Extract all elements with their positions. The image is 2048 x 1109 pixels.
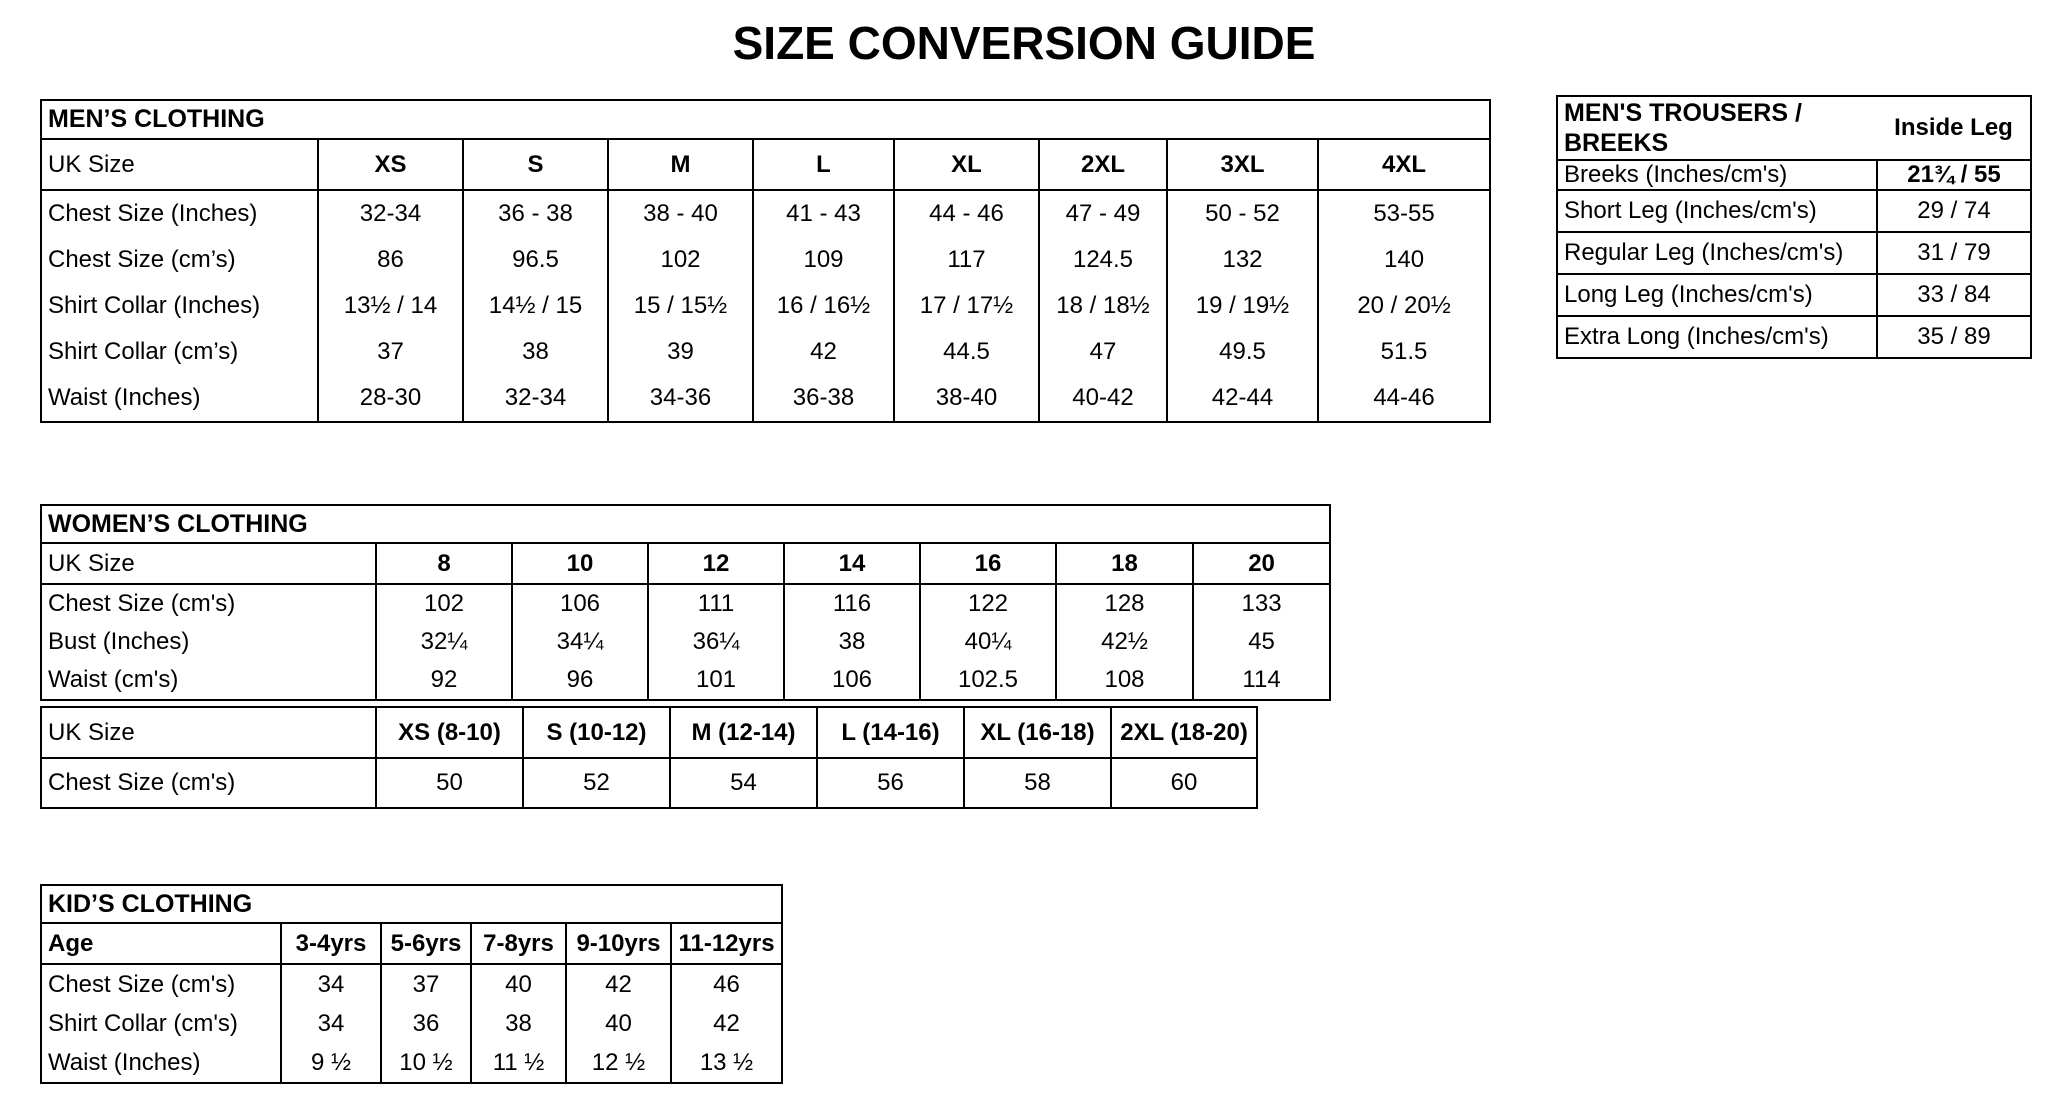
cell-value: 128: [1056, 584, 1193, 623]
size-header: 21¾ / 55: [1877, 160, 2031, 190]
cell-value: 28-30: [318, 375, 463, 422]
size-header: L: [753, 139, 894, 190]
cell-value: 56: [817, 758, 964, 808]
table-row: [41, 707, 1257, 758]
table-row: [41, 375, 1490, 422]
cell-value: 14½ / 15: [463, 283, 608, 329]
cell-value: 46: [671, 964, 782, 1004]
table-row: [41, 1043, 782, 1083]
cell-value: 40-42: [1039, 375, 1167, 422]
row-label: Breeks (Inches/cm's): [1557, 160, 1877, 190]
table-section-title: MEN'S TROUSERS / BREEKS: [1557, 96, 1877, 160]
table-row: [1557, 232, 2031, 274]
cell-value: 40¼: [920, 623, 1056, 661]
cell-value: 36 - 38: [463, 190, 608, 237]
womens-clothing-table: [40, 504, 1331, 701]
cell-value: 45: [1193, 623, 1330, 661]
size-header: 18: [1056, 543, 1193, 584]
row-label: Shirt Collar (cm's): [48, 1009, 238, 1037]
cell-value: 32¼: [376, 623, 512, 661]
page-title: SIZE CONVERSION GUIDE: [732, 17, 1316, 69]
row-label: UK Size: [41, 707, 376, 758]
size-header: S (10-12): [523, 707, 670, 758]
cell-value: 96.5: [463, 237, 608, 283]
cell-value: 60: [1111, 758, 1257, 808]
cell-value: 49.5: [1167, 329, 1318, 375]
cell-value: 29 / 74: [1877, 190, 2031, 232]
cell-value: 34: [281, 964, 381, 1004]
row-label: Extra Long (Inches/cm's): [1557, 316, 1877, 358]
cell-value: 122: [920, 584, 1056, 623]
table-row: [41, 237, 1490, 283]
row-label: Bust (Inches): [48, 628, 190, 656]
size-header: 7-8yrs: [471, 923, 566, 964]
column-header: Inside Leg: [1877, 96, 2031, 160]
cell-value: 38: [471, 1004, 566, 1043]
cell-value: 108: [1056, 661, 1193, 700]
cell-value: 44-46: [1318, 375, 1490, 422]
size-header: 14: [784, 543, 920, 584]
table-row: [41, 758, 1257, 808]
cell-value: 31 / 79: [1877, 232, 2031, 274]
row-label: Chest Size (cm's): [48, 970, 236, 998]
cell-value: 132: [1167, 237, 1318, 283]
table-row: [41, 139, 1490, 190]
size-header: XS (8-10): [376, 707, 523, 758]
cell-value: 102: [608, 237, 753, 283]
cell-value: 42-44: [1167, 375, 1318, 422]
cell-value: 52: [523, 758, 670, 808]
cell-value: 33 / 84: [1877, 274, 2031, 316]
size-header: 9-10yrs: [566, 923, 671, 964]
cell-value: 116: [784, 584, 920, 623]
cell-value: 37: [381, 964, 471, 1004]
table-row: [41, 661, 1330, 700]
cell-value: 124.5: [1039, 237, 1167, 283]
cell-value: 11 ½: [471, 1043, 566, 1083]
cell-value: 38 - 40: [608, 190, 753, 237]
cell-value: 32-34: [463, 375, 608, 422]
row-label: Age: [41, 923, 281, 964]
cell-value: 47: [1039, 329, 1167, 375]
cell-value: 40: [471, 964, 566, 1004]
cell-value: 101: [648, 661, 784, 700]
cell-value: 17 / 17½: [894, 283, 1039, 329]
size-header: M (12-14): [670, 707, 817, 758]
cell-value: 34-36: [608, 375, 753, 422]
cell-value: 13 ½: [671, 1043, 782, 1083]
size-header: 20: [1193, 543, 1330, 584]
table-section-title: MEN’S CLOTHING: [41, 100, 1490, 139]
cell-value: 106: [512, 584, 648, 623]
size-header: XL (16-18): [964, 707, 1111, 758]
row-label: Waist (Inches): [48, 1048, 201, 1076]
table-row: [41, 1004, 782, 1043]
mens-clothing-table: [40, 99, 1491, 423]
table-section-title: KID’S CLOTHING: [41, 885, 782, 923]
cell-value: 13½ / 14: [318, 283, 463, 329]
cell-value: 32-34: [318, 190, 463, 237]
table-row: [1557, 160, 2031, 190]
kids-clothing-table: [40, 884, 783, 1084]
cell-value: 36: [381, 1004, 471, 1043]
row-label: Waist (Inches): [48, 384, 201, 412]
cell-value: 15 / 15½: [608, 283, 753, 329]
cell-value: 42: [566, 964, 671, 1004]
table-row: [41, 505, 1330, 543]
cell-value: 20 / 20½: [1318, 283, 1490, 329]
mens-trousers-breeks-table: [1556, 95, 2032, 359]
cell-value: 54: [670, 758, 817, 808]
table-row: [1557, 316, 2031, 358]
cell-value: 117: [894, 237, 1039, 283]
cell-value: 58: [964, 758, 1111, 808]
row-label: Chest Size (cm's): [48, 590, 236, 618]
row-label: UK Size: [41, 543, 376, 584]
row-label: Chest Size (Inches): [48, 200, 258, 228]
row-label: Shirt Collar (Inches): [48, 292, 261, 320]
size-header: XS: [318, 139, 463, 190]
table-section-title: WOMEN’S CLOTHING: [41, 505, 1330, 543]
cell-value: 111: [648, 584, 784, 623]
cell-value: 42: [753, 329, 894, 375]
size-header: XL: [894, 139, 1039, 190]
cell-value: 18 / 18½: [1039, 283, 1167, 329]
cell-value: 19 / 19½: [1167, 283, 1318, 329]
table-row: [41, 923, 782, 964]
row-label: UK Size: [41, 139, 318, 190]
size-header: 5-6yrs: [381, 923, 471, 964]
size-header: 16: [920, 543, 1056, 584]
cell-value: 12 ½: [566, 1043, 671, 1083]
size-header: 2XL (18-20): [1111, 707, 1257, 758]
cell-value: 36-38: [753, 375, 894, 422]
cell-value: 47 - 49: [1039, 190, 1167, 237]
table-row: [1557, 96, 2031, 160]
cell-value: 40: [566, 1004, 671, 1043]
cell-value: 38-40: [894, 375, 1039, 422]
cell-value: 44.5: [894, 329, 1039, 375]
table-row: [41, 964, 782, 1004]
cell-value: 42½: [1056, 623, 1193, 661]
size-header: 4XL: [1318, 139, 1490, 190]
cell-value: 9 ½: [281, 1043, 381, 1083]
cell-value: 106: [784, 661, 920, 700]
cell-value: 34¼: [512, 623, 648, 661]
table-row: [41, 283, 1490, 329]
size-header: L (14-16): [817, 707, 964, 758]
cell-value: 96: [512, 661, 648, 700]
cell-value: 42: [671, 1004, 782, 1043]
size-header: 12: [648, 543, 784, 584]
cell-value: 50: [376, 758, 523, 808]
cell-value: 92: [376, 661, 512, 700]
table-row: [1557, 274, 2031, 316]
row-label: Short Leg (Inches/cm's): [1557, 190, 1877, 232]
size-header: S: [463, 139, 608, 190]
table-row: [41, 885, 782, 923]
cell-value: 39: [608, 329, 753, 375]
cell-value: 86: [318, 237, 463, 283]
table-row: [41, 584, 1330, 623]
table-row: [41, 543, 1330, 584]
row-label: Shirt Collar (cm’s): [48, 338, 239, 366]
row-label: Regular Leg (Inches/cm's): [1557, 232, 1877, 274]
table-row: [41, 100, 1490, 139]
cell-value: 37: [318, 329, 463, 375]
row-label: Long Leg (Inches/cm's): [1557, 274, 1877, 316]
table-row: [41, 623, 1330, 661]
cell-value: 38: [784, 623, 920, 661]
cell-value: 133: [1193, 584, 1330, 623]
table-row: [41, 190, 1490, 237]
row-label: Chest Size (cm's): [48, 769, 236, 797]
cell-value: 10 ½: [381, 1043, 471, 1083]
cell-value: 36¼: [648, 623, 784, 661]
cell-value: 140: [1318, 237, 1490, 283]
size-header: 3XL: [1167, 139, 1318, 190]
table-row: [41, 329, 1490, 375]
size-header: 11-12yrs: [671, 923, 782, 964]
size-header: 3-4yrs: [281, 923, 381, 964]
row-label: Chest Size (cm’s): [48, 246, 236, 274]
size-header: 2XL: [1039, 139, 1167, 190]
table-row: [1557, 190, 2031, 232]
cell-value: 38: [463, 329, 608, 375]
cell-value: 102.5: [920, 661, 1056, 700]
row-label: Waist (cm's): [48, 666, 179, 694]
size-header: 10: [512, 543, 648, 584]
cell-value: 41 - 43: [753, 190, 894, 237]
cell-value: 35 / 89: [1877, 316, 2031, 358]
cell-value: 53-55: [1318, 190, 1490, 237]
cell-value: 102: [376, 584, 512, 623]
cell-value: 16 / 16½: [753, 283, 894, 329]
womens-letter-sizes-table: [40, 706, 1258, 809]
cell-value: 114: [1193, 661, 1330, 700]
cell-value: 51.5: [1318, 329, 1490, 375]
cell-value: 50 - 52: [1167, 190, 1318, 237]
size-header: M: [608, 139, 753, 190]
cell-value: 109: [753, 237, 894, 283]
cell-value: 44 - 46: [894, 190, 1039, 237]
cell-value: 34: [281, 1004, 381, 1043]
size-header: 8: [376, 543, 512, 584]
